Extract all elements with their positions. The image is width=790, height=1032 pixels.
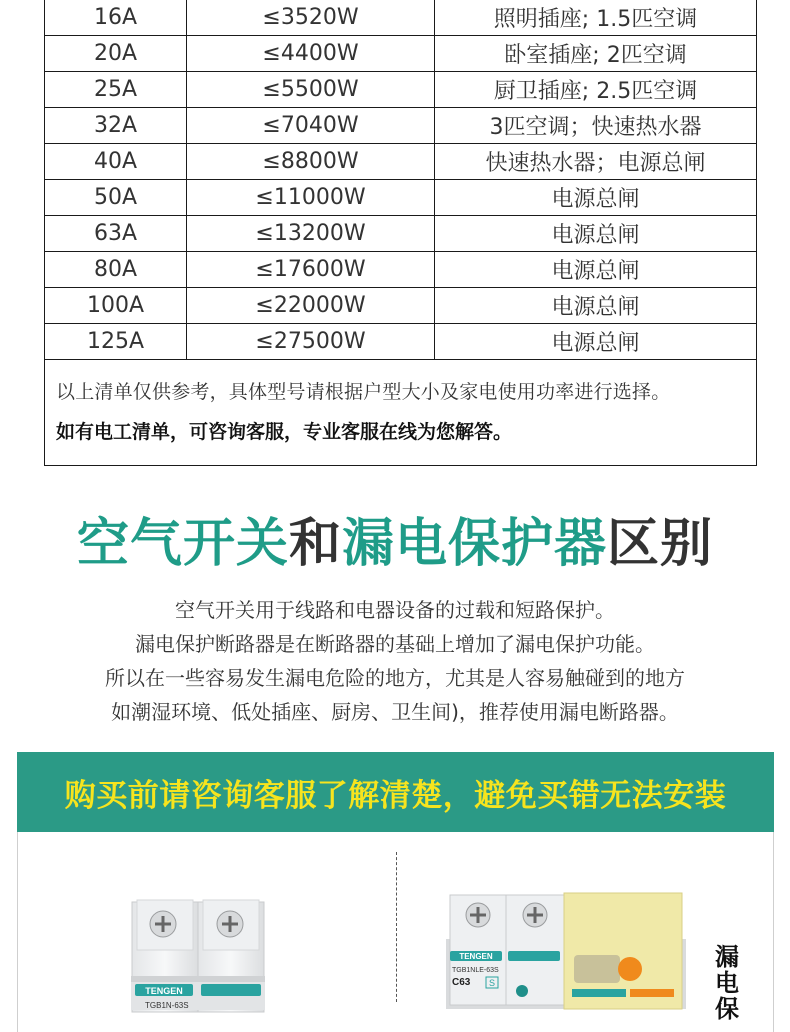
spec-table-body [45, 0, 757, 466]
usage-cell: 电源总闸 [435, 324, 757, 360]
power-cell: ≤8800W [187, 144, 435, 180]
air-switch-photo [131, 900, 265, 1010]
usage-cell: 快速热水器；电源总闸 [435, 144, 757, 180]
headline-leakage-protector: 漏电保护器 [342, 514, 608, 574]
consult-banner-text: 购买前请咨询客服了解清楚，避免买错无法安装 [64, 777, 727, 814]
spec-row [45, 252, 757, 288]
spec-note-row [45, 360, 757, 466]
current-cell: 25A [45, 72, 187, 108]
power-cell: ≤11000W [187, 180, 435, 216]
spec-note-cell [45, 360, 757, 466]
headline-air-switch: 空气开关 [76, 514, 289, 574]
usage-cell: 电源总闸 [435, 288, 757, 324]
usage-cell: 电源总闸 [435, 216, 757, 252]
current-cell: 63A [45, 216, 187, 252]
current-cell: 16A [45, 0, 187, 36]
current-cell: 32A [45, 108, 187, 144]
spec-row [45, 144, 757, 180]
power-cell: ≤3520W [187, 0, 435, 36]
consult-banner [17, 752, 774, 832]
headline-difference: 区别 [607, 514, 714, 574]
current-cell: 40A [45, 144, 187, 180]
description-line: 空气开关用于线路和电器设备的过载和短路保护。 [175, 598, 615, 622]
breaker-spec-table [44, 0, 757, 466]
usage-cell: 照明插座; 1.5匹空调 [435, 0, 757, 36]
comparison-headline [0, 512, 790, 576]
power-cell: ≤5500W [187, 72, 435, 108]
spec-row [45, 180, 757, 216]
current-cell: 20A [45, 36, 187, 72]
comparison-description [0, 593, 790, 729]
consult-note: 如有电工清单，可咨询客服，专业客服在线为您解答。 [56, 421, 513, 443]
spec-row [45, 72, 757, 108]
usage-cell: 电源总闸 [435, 252, 757, 288]
side-label-leakage: 漏 电 保 [715, 943, 739, 1023]
left-brand-label: TENGEN [145, 986, 183, 996]
leakage-protector-photo [446, 893, 686, 1013]
power-cell: ≤17600W [187, 252, 435, 288]
current-cell: 125A [45, 324, 187, 360]
headline-and: 和 [288, 514, 342, 574]
power-cell: ≤22000W [187, 288, 435, 324]
usage-cell: 电源总闸 [435, 180, 757, 216]
description-line: 漏电保护断路器是在断路器的基础上增加了漏电保护功能。 [135, 632, 655, 656]
description-line: 如潮湿环境、低处插座、厨房、卫生间)，推荐使用漏电断路器。 [111, 700, 679, 724]
power-cell: ≤13200W [187, 216, 435, 252]
right-brand-label: TENGEN [459, 952, 493, 961]
spec-row [45, 288, 757, 324]
spec-row [45, 0, 757, 36]
right-model-label: TGB1NLE-63S [452, 967, 499, 974]
spec-row [45, 324, 757, 360]
photo-divider [396, 852, 397, 1002]
current-cell: 100A [45, 288, 187, 324]
spec-row [45, 216, 757, 252]
left-model-label: TGB1N-63S [145, 1001, 189, 1010]
current-cell: 80A [45, 252, 187, 288]
reference-note: 以上清单仅供参考，具体型号请根据户型大小及家电使用功率进行选择。 [56, 381, 671, 403]
power-cell: ≤27500W [187, 324, 435, 360]
usage-cell: 3匹空调；快速热水器 [435, 108, 757, 144]
usage-cell: 厨卫插座; 2.5匹空调 [435, 72, 757, 108]
current-cell: 50A [45, 180, 187, 216]
description-line: 所以在一些容易发生漏电危险的地方，尤其是人容易触碰到的地方 [105, 666, 685, 690]
right-s-mark: S [488, 978, 496, 988]
spec-row [45, 36, 757, 72]
right-rating-label: C63 [452, 977, 471, 988]
usage-cell: 卧室插座; 2匹空调 [435, 36, 757, 72]
power-cell: ≤4400W [187, 36, 435, 72]
spec-row [45, 108, 757, 144]
power-cell: ≤7040W [187, 108, 435, 144]
